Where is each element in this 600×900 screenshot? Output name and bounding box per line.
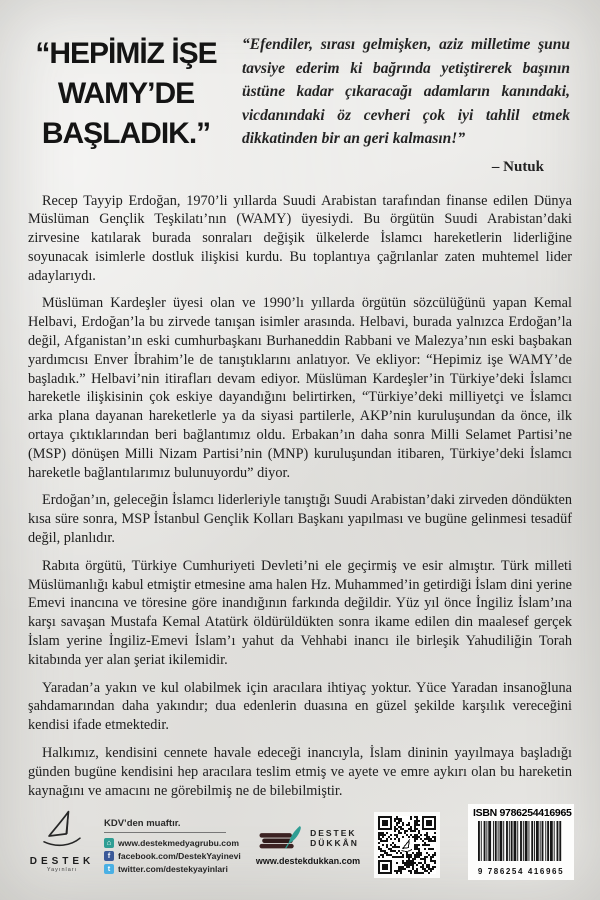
- media-url: www.destekmedyagrubu.com: [118, 838, 239, 848]
- header-section: [0, 0, 600, 176]
- epigraph-block: [242, 30, 570, 176]
- book-title-line: WAMY’DE: [57, 77, 195, 110]
- paragraph: Müslüman Kardeşler üyesi olan ve 1990’lı yıllarda örgütün sözcülüğünü yapan Kemal Helbavi, Erdoğan’la bu zirvede tanışan isimler arasında. Helbavi, burada yalnızca Erdoğan’la değil, Afganistan’ın eski cumhurbaşkanı Burhaneddin Rabbani ve Malezya’nın eski başbakan yardımcısı Enver İbrahim’le de tanıştıklarını anlatıyor. Ve ekliyor: “Hepimiz işe WAMY’de başladık.” Helbavi’nin itirafları devam ediyor. Müslüman Kardeşler’in Türkiye’deki İslamcı hareketle ilişkisinin çok eskiye dayandığını belirtirken, “Türkiye’deki milliyetçi ve İslamcı arka plana dayanan hareketlerle ya da siyasi partilerle, AKP’nin kuruluşundan da önce, ilk ortaya çıktıklarından beri bağlantımız oldu. Erbakan’ın daha sonra Milli Selamet Partisi’ne (MSP) dönüşen Milli Nizam Partisi’nin (MNP) kuruluşundan itibaren, Türkiye’deki İslamcı hareketle bağlantılarımız bulunuyordu” diyor.: [28, 295, 572, 481]
- facebook-url: facebook.com/DestekYayinevi: [118, 851, 241, 861]
- epigraph-quote: “Efendiler, sırası gelmişken, aziz milletime şunu tavsiye ederim ki bağrında yetiştirerek başının üstüne kadar çıkaracağı adamların kanındaki, vicdanındaki öz cevheri çok iyi tahlil etmek dikkatinden bir an geri kalmasın!”: [242, 36, 570, 147]
- isbn-block: [468, 804, 574, 880]
- back-cover-text: [0, 176, 600, 801]
- publisher-links: [104, 801, 244, 877]
- paragraph: Halkımız, kendisini cennete havale edeceği inancıyla, İslam dininin yayılmaya başladığı günden bugüne kendisini hep aracılara teslim etmiş ve ayete ve emre aykırı olan bu hareketin kaynağını ve amacını ne görebilmiş ne de bilebilmiştir.: [28, 745, 572, 799]
- paragraph: Yaradan’a yakın ve kul olabilmek için aracılara ihtiyaç yoktur. Yüce Yaradan insanoğluna şahdamarından daha yakındır; dua edenlerin duasına en güzel şekilde karşılık vereceğini kendisi ifade etmektedir.: [28, 679, 572, 734]
- link-row-facebook: [104, 851, 244, 861]
- shop-url: www.destekdukkan.com: [255, 856, 361, 866]
- link-row-media: [104, 838, 244, 848]
- qr-code-icon: [378, 816, 436, 874]
- book-title-line: BAŞLADIK.”: [41, 117, 211, 150]
- link-row-twitter: [104, 864, 244, 874]
- barcode: [478, 821, 564, 861]
- epigraph-attribution: – Nutuk: [491, 158, 544, 175]
- facebook-icon: f: [104, 851, 114, 861]
- twitter-icon: t: [104, 864, 114, 874]
- sailboat-icon: [39, 807, 85, 855]
- book-title: [26, 30, 226, 176]
- books-and-feather-icon: [257, 825, 307, 852]
- barcode-digits: 9 786254 416965: [477, 867, 565, 876]
- paragraph: Rabıta örgütü, Türkiye Cumhuriyeti Devleti’ni ele geçirmiş ve esir almıştır. Türk milleti Müslümanlığı kabul etmiştir etmesine ama halen Hz. Muhammed’in getirdiği İslam dini yerine Emevi inancına ve töresine göre inandığının farkında değildir. Yüz yıl önce İngiliz İslam’ına karşı savaşan Mustafa Kemal Atatürk öldürüldükten sonra ikame edilen din maalesef gerçek İslam yerine İngiliz-Emevi İslam’ı yahut da Vehhabi inancı ile birleşik Yahudiliğin Torah kitabında yer alan şeriat ikilemidir.: [28, 557, 572, 668]
- book-title-line: “HEPİMİZ İŞE: [35, 37, 217, 70]
- publisher-name: DESTEK: [29, 856, 95, 867]
- isbn-label: ISBN 9786254416965: [473, 807, 572, 819]
- shop-name-line2: DÜKKÂN: [310, 837, 359, 848]
- destek-medya-icon: ⌂: [104, 838, 114, 848]
- qr-code: [374, 812, 440, 878]
- shop-name-line1: DESTEK: [310, 828, 357, 838]
- tax-note: KDV’den muaftır.: [104, 818, 226, 833]
- paragraph: Recep Tayyip Erdoğan, 1970’li yıllarda Suudi Arabistan tarafından finanse edilen Dünya Müslüman Gençlik Teşkilatı’nın (WAMY) üyesiydi. Bu örgütün Suudi Arabistan’daki zirvesine katılarak burada sonraları değişik ülkelerde İslamcı hareketlerin liderliğine soyunacak isimlerle dostluk ilişkisi kurdu. Bu toplantıya çağrılanlar zaten muhtemel lider adaylarıydı.: [28, 192, 572, 284]
- publisher-logo: [26, 801, 98, 873]
- paragraph: Erdoğan’ın, geleceğin İslamcı liderleriyle tanıştığı Suudi Arabistan’daki zirveden döndükten kısa süre sonra, MSP İstanbul Gençlik Kolları Başkanı yapılması ve bugüne gelinmesi tesadüf değil, planlıdır.: [28, 492, 572, 547]
- publisher-subname: Yayınları: [46, 867, 78, 873]
- footer-section: [26, 801, 574, 895]
- twitter-url: twitter.com/destekyayinlari: [118, 864, 228, 874]
- destek-dukkan-logo: [252, 801, 364, 866]
